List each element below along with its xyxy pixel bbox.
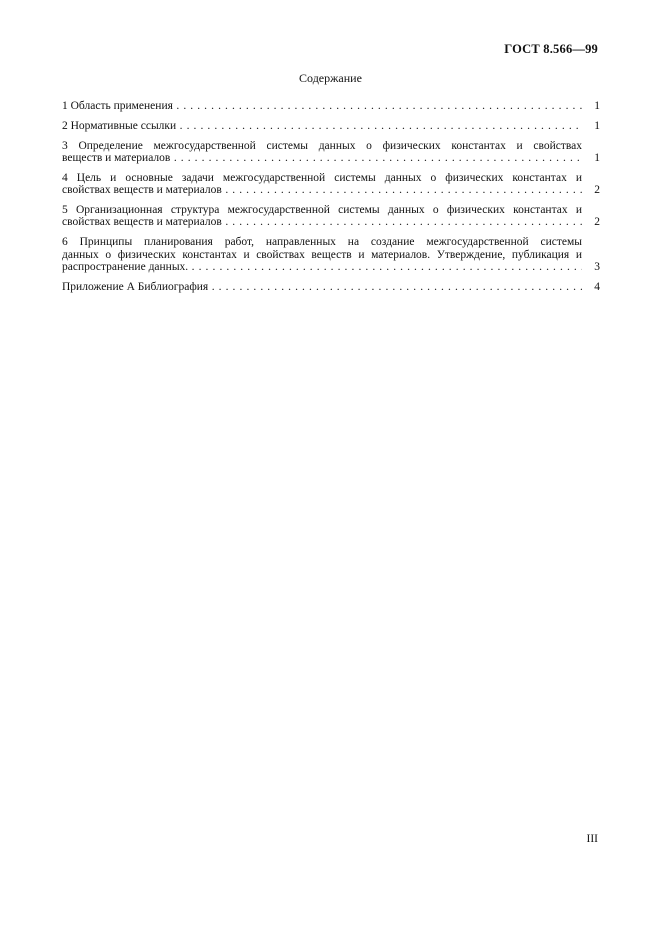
toc-entry-text	[62, 236, 582, 273]
toc-entry-page: 2	[594, 184, 600, 197]
toc-entry-line: 1 Область применения . . .	[62, 100, 582, 112]
toc-entry-1[interactable]	[62, 100, 600, 112]
toc-entry-3[interactable]	[62, 140, 600, 165]
toc-entry-line: веществ и материалов . . .	[62, 152, 582, 164]
toc-entry-text	[62, 140, 582, 165]
toc-entry-6[interactable]	[62, 236, 600, 273]
toc-entry-line: 4 Цель и основные задачи межгосударственной системы данных о физических константах и	[62, 171, 582, 184]
toc-entry-line: свойствах веществ и материалов . . .	[62, 216, 582, 228]
toc-entry-page: 4	[594, 280, 600, 293]
toc-entry-appendix-a[interactable]	[62, 281, 600, 293]
table-of-contents	[62, 100, 600, 301]
document-code: ГОСТ 8.566—99	[504, 42, 598, 56]
toc-entry-5[interactable]	[62, 204, 600, 229]
toc-entry-line: свойствах веществ и материалов . . .	[62, 184, 582, 196]
toc-entry-page: 1	[594, 100, 600, 112]
toc-entry-line: 3 Определение межгосударственной системы данных о физических константах и свойствах	[62, 139, 582, 152]
toc-entry-line: 2 Нормативные ссылки . . .	[62, 120, 582, 132]
toc-entry-line: данных о физических константах и свойствах веществ и материалов. Утверждение, публикация и	[62, 248, 582, 261]
toc-entry-2[interactable]	[62, 120, 600, 132]
toc-entry-4[interactable]	[62, 172, 600, 197]
toc-entry-line: 5 Организационная структура межгосударственной системы данных о физических константах и	[62, 204, 582, 216]
toc-entry-text	[62, 204, 582, 229]
toc-entry-text	[62, 120, 582, 132]
toc-entry-text	[62, 281, 582, 293]
toc-entry-page: 3	[594, 261, 600, 274]
toc-entry-line: Приложение А Библиография . . .	[62, 281, 582, 293]
toc-entry-page: 1	[594, 119, 600, 132]
page-number: III	[586, 833, 598, 845]
toc-entry-text	[62, 172, 582, 197]
toc-entry-page: 2	[594, 216, 600, 229]
toc-entry-line: распространение данных. . . .	[62, 261, 582, 273]
toc-entry-text	[62, 100, 582, 112]
toc-title: Содержание	[299, 71, 362, 85]
toc-entry-line: 6 Принципы планирования работ, направленных на создание межгосударственной системы	[62, 236, 582, 249]
toc-entry-page: 1	[594, 152, 600, 164]
